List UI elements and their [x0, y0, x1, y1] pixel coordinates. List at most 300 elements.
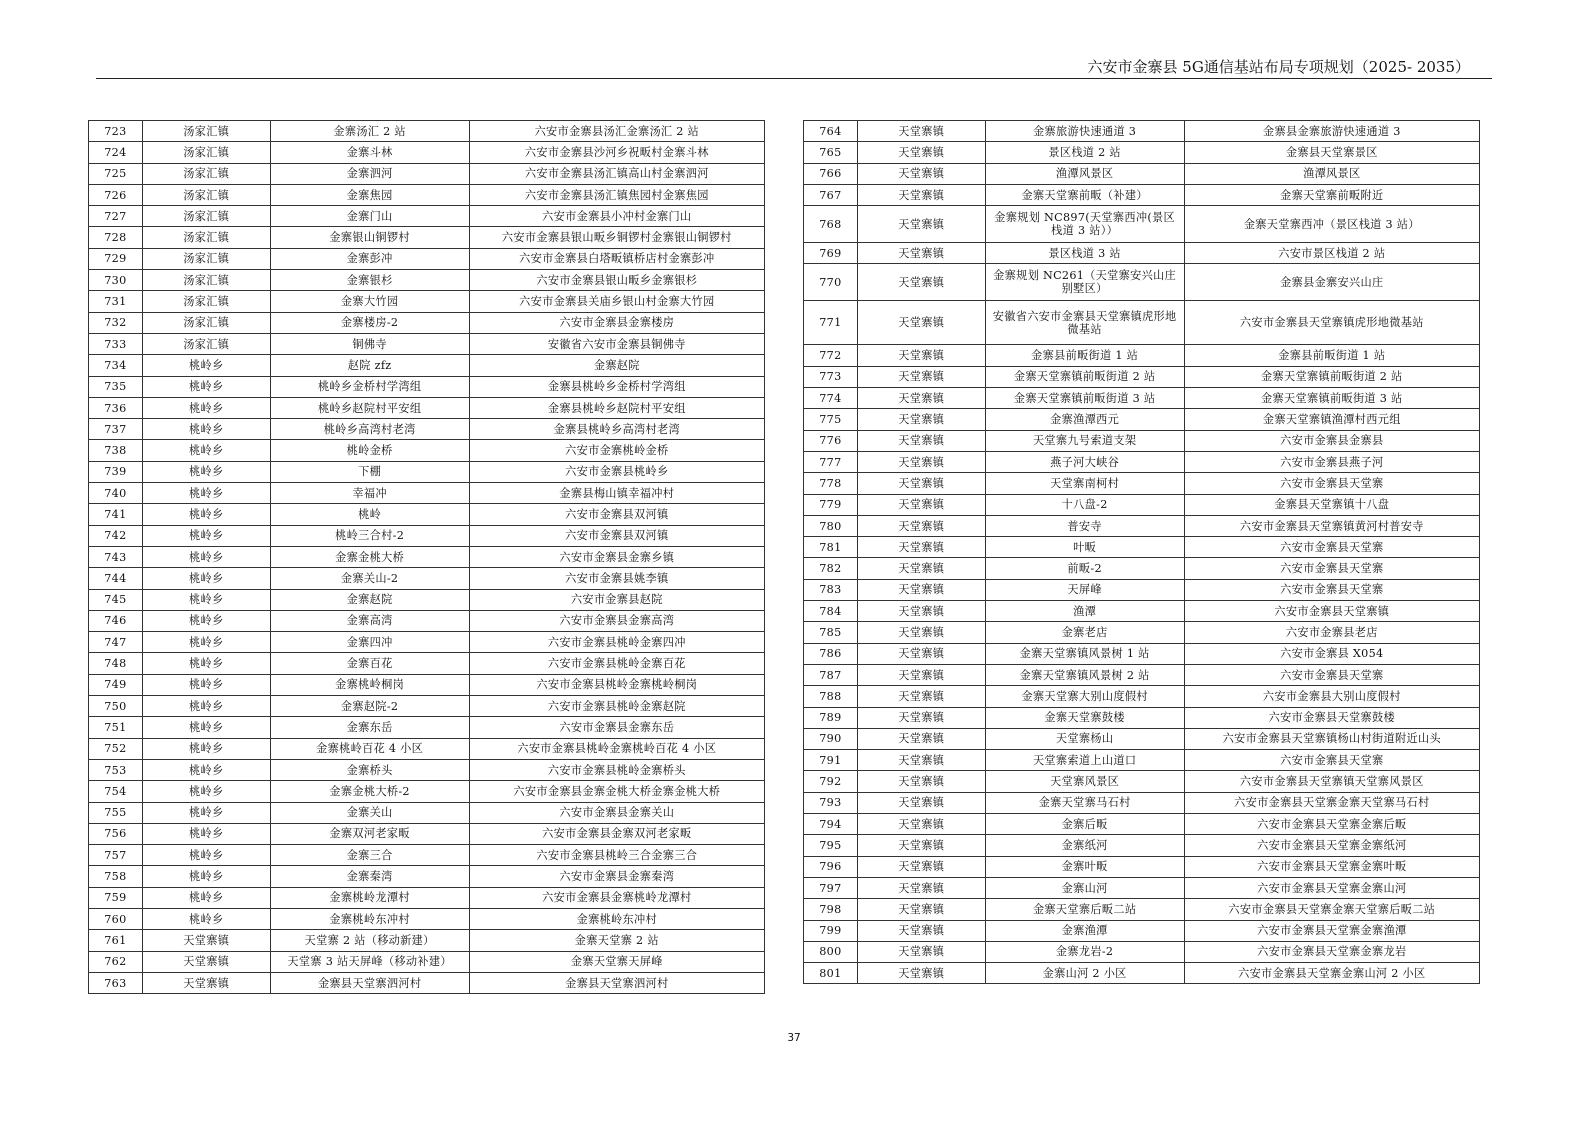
town-cell: 天堂寨镇	[857, 345, 985, 366]
town-cell: 天堂寨镇	[857, 601, 985, 622]
table-row	[804, 643, 1480, 664]
row-index: 771	[804, 301, 858, 345]
table-row	[804, 899, 1480, 920]
station-address-cell: 六安市金寨县桃岭金寨桃岭百花 4 小区	[469, 738, 764, 759]
station-name-cell: 金寨天堂寨前畈（补建）	[985, 184, 1184, 205]
station-name-cell: 金寨县天堂寨泗河村	[270, 972, 469, 993]
town-cell: 汤家汇镇	[142, 206, 270, 227]
station-address-cell: 六安市金寨县桃岭金寨桃岭桐岗	[469, 674, 764, 695]
town-cell: 桃岭乡	[142, 419, 270, 440]
station-address-cell: 六安市金寨县双河镇	[469, 525, 764, 546]
station-name-cell: 天堂寨南柯村	[985, 473, 1184, 494]
station-name-cell: 金寨东岳	[270, 717, 469, 738]
table-row	[804, 579, 1480, 600]
station-name-cell: 天堂寨 3 站天屏峰（移动补建）	[270, 951, 469, 972]
row-index: 779	[804, 494, 858, 515]
station-name-cell: 叶畈	[985, 537, 1184, 558]
row-index: 755	[89, 802, 143, 823]
town-cell: 天堂寨镇	[857, 409, 985, 430]
station-address-cell: 六安市金寨县天堂寨	[1184, 664, 1479, 685]
row-index: 793	[804, 792, 858, 813]
row-index: 738	[89, 440, 143, 461]
town-cell: 桃岭乡	[142, 589, 270, 610]
row-index: 742	[89, 525, 143, 546]
town-cell: 天堂寨镇	[857, 473, 985, 494]
row-index: 727	[89, 206, 143, 227]
row-index: 774	[804, 388, 858, 409]
station-name-cell: 金寨县前畈街道 1 站	[985, 345, 1184, 366]
station-address-cell: 金寨天堂寨西冲（景区栈道 3 站）	[1184, 206, 1479, 243]
table-row	[804, 856, 1480, 877]
town-cell: 天堂寨镇	[857, 750, 985, 771]
table-row	[804, 601, 1480, 622]
station-address-cell: 六安市金寨县天堂寨金寨天堂寨马石村	[1184, 792, 1479, 813]
row-index: 754	[89, 781, 143, 802]
station-name-cell: 金寨桥头	[270, 759, 469, 780]
table-row	[804, 707, 1480, 728]
station-name-cell: 金寨山河	[985, 877, 1184, 898]
town-cell: 天堂寨镇	[857, 494, 985, 515]
town-cell: 天堂寨镇	[857, 622, 985, 643]
table-row	[804, 920, 1480, 941]
row-index: 737	[89, 419, 143, 440]
table-row	[89, 632, 765, 653]
station-address-cell: 六安市金寨县 X054	[1184, 643, 1479, 664]
town-cell: 天堂寨镇	[857, 835, 985, 856]
station-name-cell: 金寨四冲	[270, 632, 469, 653]
town-cell: 天堂寨镇	[857, 163, 985, 184]
table-row	[89, 653, 765, 674]
table-row	[89, 908, 765, 929]
row-index: 799	[804, 920, 858, 941]
station-name-cell: 金寨叶畈	[985, 856, 1184, 877]
row-index: 783	[804, 579, 858, 600]
station-address-cell: 六安市金寨县金寨关山	[469, 802, 764, 823]
town-cell: 桃岭乡	[142, 717, 270, 738]
town-cell: 天堂寨镇	[857, 792, 985, 813]
table-row	[804, 301, 1480, 345]
row-index: 725	[89, 163, 143, 184]
row-index: 748	[89, 653, 143, 674]
station-name-cell: 金寨天堂寨镇风景树 2 站	[985, 664, 1184, 685]
row-index: 728	[89, 227, 143, 248]
station-name-cell: 金寨大竹园	[270, 291, 469, 312]
station-name-cell: 普安寺	[985, 515, 1184, 536]
town-cell: 天堂寨镇	[857, 771, 985, 792]
town-cell: 天堂寨镇	[857, 184, 985, 205]
station-name-cell: 金寨天堂寨后畈二站	[985, 899, 1184, 920]
row-index: 764	[804, 121, 858, 142]
town-cell: 桃岭乡	[142, 866, 270, 887]
station-name-cell: 金寨规划 NC897(天堂寨西冲(景区栈道 3 站））	[985, 206, 1184, 243]
table-row	[89, 845, 765, 866]
table-row	[804, 430, 1480, 451]
table-row	[804, 243, 1480, 264]
station-name-cell: 金寨规划 NC261（天堂寨安兴山庄别墅区）	[985, 264, 1184, 301]
station-name-cell: 金寨桃岭龙潭村	[270, 887, 469, 908]
station-address-cell: 六安市金寨县大别山度假村	[1184, 686, 1479, 707]
town-cell: 桃岭乡	[142, 525, 270, 546]
station-address-cell: 金寨县梅山镇幸福冲村	[469, 483, 764, 504]
row-index: 746	[89, 610, 143, 631]
station-name-cell: 下棚	[270, 461, 469, 482]
station-address-cell: 六安市金寨县汤汇镇焦园村金寨焦园	[469, 184, 764, 205]
row-index: 729	[89, 248, 143, 269]
station-address-cell: 六安市金寨县金寨双河老家畈	[469, 823, 764, 844]
table-row	[89, 887, 765, 908]
table-row	[89, 525, 765, 546]
table-row	[804, 792, 1480, 813]
station-name-cell: 天堂寨杨山	[985, 728, 1184, 749]
table-row	[89, 696, 765, 717]
town-cell: 天堂寨镇	[142, 951, 270, 972]
town-cell: 天堂寨镇	[857, 664, 985, 685]
row-index: 747	[89, 632, 143, 653]
station-address-cell: 金寨天堂寨前畈附近	[1184, 184, 1479, 205]
station-name-cell: 金寨老店	[985, 622, 1184, 643]
town-cell: 桃岭乡	[142, 397, 270, 418]
table-row	[89, 546, 765, 567]
table-row	[804, 494, 1480, 515]
left-station-table	[88, 120, 765, 994]
table-row	[89, 206, 765, 227]
row-index: 744	[89, 568, 143, 589]
table-row	[89, 823, 765, 844]
station-name-cell: 桃岭	[270, 504, 469, 525]
station-name-cell: 金寨关山-2	[270, 568, 469, 589]
station-address-cell: 六安市金寨县天堂寨	[1184, 558, 1479, 579]
station-address-cell: 金寨县金寨旅游快速通道 3	[1184, 121, 1479, 142]
station-name-cell: 金寨泗河	[270, 163, 469, 184]
station-address-cell: 金寨桃岭东冲村	[469, 908, 764, 929]
row-index: 760	[89, 908, 143, 929]
table-row	[804, 451, 1480, 472]
station-address-cell: 六安市金寨县双河镇	[469, 504, 764, 525]
town-cell: 桃岭乡	[142, 823, 270, 844]
town-cell: 天堂寨镇	[857, 121, 985, 142]
row-index: 770	[804, 264, 858, 301]
row-index: 794	[804, 814, 858, 835]
town-cell: 天堂寨镇	[857, 814, 985, 835]
town-cell: 天堂寨镇	[857, 856, 985, 877]
station-name-cell: 景区栈道 2 站	[985, 142, 1184, 163]
right-station-table	[803, 120, 1480, 984]
station-name-cell: 金寨桃岭百花 4 小区	[270, 738, 469, 759]
station-name-cell: 金寨山河 2 小区	[985, 963, 1184, 984]
station-address-cell: 六安市金寨县桃岭金寨百花	[469, 653, 764, 674]
table-row	[804, 537, 1480, 558]
row-index: 749	[89, 674, 143, 695]
station-address-cell: 六安市景区栈道 2 站	[1184, 243, 1479, 264]
table-row	[89, 951, 765, 972]
station-address-cell: 六安市金寨县天堂寨镇	[1184, 601, 1479, 622]
station-address-cell: 六安市金寨县天堂寨金寨纸河	[1184, 835, 1479, 856]
station-address-cell: 六安市金寨县银山畈乡铜锣村金寨银山铜锣村	[469, 227, 764, 248]
table-row	[804, 142, 1480, 163]
table-row	[804, 558, 1480, 579]
town-cell: 天堂寨镇	[142, 930, 270, 951]
station-name-cell: 天堂寨 2 站（移动新建）	[270, 930, 469, 951]
town-cell: 天堂寨镇	[857, 877, 985, 898]
table-row	[804, 622, 1480, 643]
table-row	[804, 206, 1480, 243]
row-index: 782	[804, 558, 858, 579]
row-index: 787	[804, 664, 858, 685]
town-cell: 汤家汇镇	[142, 121, 270, 142]
table-row	[804, 814, 1480, 835]
town-cell: 桃岭乡	[142, 802, 270, 823]
row-index: 750	[89, 696, 143, 717]
town-cell: 桃岭乡	[142, 653, 270, 674]
town-cell: 天堂寨镇	[857, 366, 985, 387]
station-address-cell: 六安市金寨县桃岭乡	[469, 461, 764, 482]
station-name-cell: 金寨银山铜锣村	[270, 227, 469, 248]
town-cell: 桃岭乡	[142, 610, 270, 631]
station-address-cell: 六安市金寨县沙河乡祝畈村金寨斗林	[469, 142, 764, 163]
row-index: 741	[89, 504, 143, 525]
row-index: 745	[89, 589, 143, 610]
town-cell: 桃岭乡	[142, 781, 270, 802]
table-row	[804, 264, 1480, 301]
station-name-cell: 金寨金桃大桥-2	[270, 781, 469, 802]
station-name-cell: 燕子河大峡谷	[985, 451, 1184, 472]
town-cell: 天堂寨镇	[857, 301, 985, 345]
station-address-cell: 六安市金寨县小冲村金寨门山	[469, 206, 764, 227]
row-index: 752	[89, 738, 143, 759]
row-index: 792	[804, 771, 858, 792]
row-index: 766	[804, 163, 858, 184]
row-index: 785	[804, 622, 858, 643]
station-address-cell: 六安市金寨县天堂寨	[1184, 537, 1479, 558]
row-index: 758	[89, 866, 143, 887]
station-address-cell: 六安市金寨县桃岭金寨桥头	[469, 759, 764, 780]
station-name-cell: 桃岭金桥	[270, 440, 469, 461]
station-name-cell: 金寨三合	[270, 845, 469, 866]
station-address-cell: 金寨天堂寨镇渔潭村西元组	[1184, 409, 1479, 430]
town-cell: 天堂寨镇	[857, 206, 985, 243]
station-name-cell: 金寨天堂寨鼓楼	[985, 707, 1184, 728]
row-index: 781	[804, 537, 858, 558]
station-address-cell: 金寨天堂寨天屏峰	[469, 951, 764, 972]
row-index: 788	[804, 686, 858, 707]
row-index: 732	[89, 312, 143, 333]
town-cell: 桃岭乡	[142, 440, 270, 461]
station-name-cell: 金寨银杉	[270, 270, 469, 291]
station-address-cell: 金寨县金寨安兴山庄	[1184, 264, 1479, 301]
station-address-cell: 金寨县桃岭乡赵院村平安组	[469, 397, 764, 418]
table-row	[89, 121, 765, 142]
row-index: 767	[804, 184, 858, 205]
station-name-cell: 铜佛寺	[270, 333, 469, 354]
station-address-cell: 六安市金寨县天堂寨镇虎形地微基站	[1184, 301, 1479, 345]
station-address-cell: 六安市金寨县天堂寨金寨渔潭	[1184, 920, 1479, 941]
row-index: 776	[804, 430, 858, 451]
station-name-cell: 天堂寨风景区	[985, 771, 1184, 792]
town-cell: 汤家汇镇	[142, 312, 270, 333]
station-address-cell: 金寨天堂寨镇前畈街道 2 站	[1184, 366, 1479, 387]
station-name-cell: 金寨天堂寨马石村	[985, 792, 1184, 813]
table-row	[89, 291, 765, 312]
row-index: 786	[804, 643, 858, 664]
station-address-cell: 金寨天堂寨 2 站	[469, 930, 764, 951]
station-address-cell: 六安市金寨县桃岭金寨赵院	[469, 696, 764, 717]
station-address-cell: 金寨县前畈街道 1 站	[1184, 345, 1479, 366]
row-index: 761	[89, 930, 143, 951]
station-address-cell: 六安市金寨县天堂寨鼓楼	[1184, 707, 1479, 728]
row-index: 784	[804, 601, 858, 622]
town-cell: 天堂寨镇	[857, 515, 985, 536]
row-index: 735	[89, 376, 143, 397]
station-address-cell: 六安市金寨县桃岭三合金寨三合	[469, 845, 764, 866]
station-address-cell: 六安市金寨县天堂寨镇黄河村普安寺	[1184, 515, 1479, 536]
station-address-cell: 金寨县天堂寨镇十八盘	[1184, 494, 1479, 515]
table-row	[89, 142, 765, 163]
table-row	[804, 664, 1480, 685]
row-index: 780	[804, 515, 858, 536]
row-index: 768	[804, 206, 858, 243]
table-row	[89, 184, 765, 205]
station-name-cell: 金寨关山	[270, 802, 469, 823]
station-address-cell: 金寨县天堂寨景区	[1184, 142, 1479, 163]
station-address-cell: 六安市金寨县天堂寨金寨山河 2 小区	[1184, 963, 1479, 984]
table-row	[804, 163, 1480, 184]
station-name-cell: 金寨旅游快速通道 3	[985, 121, 1184, 142]
row-index: 795	[804, 835, 858, 856]
station-address-cell: 六安市金寨县金寨高湾	[469, 610, 764, 631]
town-cell: 天堂寨镇	[857, 243, 985, 264]
town-cell: 天堂寨镇	[857, 264, 985, 301]
station-name-cell: 金寨彭冲	[270, 248, 469, 269]
station-name-cell: 金寨龙岩-2	[985, 941, 1184, 962]
table-row	[89, 610, 765, 631]
station-name-cell: 金寨秦湾	[270, 866, 469, 887]
row-index: 736	[89, 397, 143, 418]
station-name-cell: 桃岭乡高湾村老湾	[270, 419, 469, 440]
station-name-cell: 前畈-2	[985, 558, 1184, 579]
row-index: 740	[89, 483, 143, 504]
town-cell: 汤家汇镇	[142, 163, 270, 184]
station-address-cell: 六安市金寨县金寨桃岭龙潭村	[469, 887, 764, 908]
town-cell: 天堂寨镇	[142, 972, 270, 993]
station-address-cell: 六安市金寨县天堂寨金寨后畈	[1184, 814, 1479, 835]
row-index: 765	[804, 142, 858, 163]
station-address-cell: 六安市金寨县天堂寨	[1184, 473, 1479, 494]
station-name-cell: 金寨渔潭西元	[985, 409, 1184, 430]
table-row	[804, 515, 1480, 536]
town-cell: 天堂寨镇	[857, 707, 985, 728]
table-row	[804, 473, 1480, 494]
town-cell: 桃岭乡	[142, 759, 270, 780]
station-name-cell: 天堂寨九号索道支架	[985, 430, 1184, 451]
town-cell: 桃岭乡	[142, 355, 270, 376]
row-index: 751	[89, 717, 143, 738]
row-index: 753	[89, 759, 143, 780]
station-address-cell: 六安市金寨县金寨金桃大桥金寨金桃大桥	[469, 781, 764, 802]
station-name-cell: 渔潭	[985, 601, 1184, 622]
table-row	[804, 345, 1480, 366]
table-row	[89, 270, 765, 291]
station-name-cell: 金寨赵院-2	[270, 696, 469, 717]
table-row	[89, 589, 765, 610]
table-row	[804, 941, 1480, 962]
station-name-cell: 桃岭乡金桥村学湾组	[270, 376, 469, 397]
station-address-cell: 六安市金寨桃岭金桥	[469, 440, 764, 461]
table-row	[804, 728, 1480, 749]
town-cell: 天堂寨镇	[857, 899, 985, 920]
row-index: 778	[804, 473, 858, 494]
town-cell: 天堂寨镇	[857, 388, 985, 409]
row-index: 731	[89, 291, 143, 312]
row-index: 769	[804, 243, 858, 264]
row-index: 789	[804, 707, 858, 728]
town-cell: 桃岭乡	[142, 908, 270, 929]
station-address-cell: 六安市金寨县金寨楼房	[469, 312, 764, 333]
station-address-cell: 六安市金寨县天堂寨镇杨山村街道附近山头	[1184, 728, 1479, 749]
station-name-cell: 赵院 zfz	[270, 355, 469, 376]
row-index: 772	[804, 345, 858, 366]
station-address-cell: 六安市金寨县老店	[1184, 622, 1479, 643]
station-name-cell: 金寨纸河	[985, 835, 1184, 856]
station-address-cell: 金寨县桃岭乡金桥村学湾组	[469, 376, 764, 397]
station-name-cell: 金寨天堂寨大别山度假村	[985, 686, 1184, 707]
table-row	[89, 568, 765, 589]
row-index: 800	[804, 941, 858, 962]
station-address-cell: 金寨赵院	[469, 355, 764, 376]
station-address-cell: 六安市金寨县关庙乡银山村金寨大竹园	[469, 291, 764, 312]
table-row	[804, 121, 1480, 142]
row-index: 724	[89, 142, 143, 163]
town-cell: 桃岭乡	[142, 546, 270, 567]
town-cell: 汤家汇镇	[142, 291, 270, 312]
station-name-cell: 幸福冲	[270, 483, 469, 504]
station-address-cell: 六安市金寨县天堂寨金寨龙岩	[1184, 941, 1479, 962]
station-address-cell: 金寨县桃岭乡高湾村老湾	[469, 419, 764, 440]
station-address-cell: 六安市金寨县天堂寨	[1184, 750, 1479, 771]
town-cell: 桃岭乡	[142, 568, 270, 589]
table-row	[89, 738, 765, 759]
table-row	[89, 759, 765, 780]
station-address-cell: 六安市金寨县汤汇镇高山村金寨泗河	[469, 163, 764, 184]
table-row	[89, 972, 765, 993]
station-address-cell: 六安市金寨县姚李镇	[469, 568, 764, 589]
station-name-cell: 金寨汤汇 2 站	[270, 121, 469, 142]
station-name-cell: 金寨高湾	[270, 610, 469, 631]
station-address-cell: 六安市金寨县桃岭金寨四冲	[469, 632, 764, 653]
town-cell: 桃岭乡	[142, 845, 270, 866]
station-name-cell: 金寨金桃大桥	[270, 546, 469, 567]
table-row	[804, 877, 1480, 898]
row-index: 759	[89, 887, 143, 908]
table-row	[89, 802, 765, 823]
table-row	[89, 333, 765, 354]
row-index: 726	[89, 184, 143, 205]
town-cell: 天堂寨镇	[857, 537, 985, 558]
town-cell: 桃岭乡	[142, 738, 270, 759]
town-cell: 汤家汇镇	[142, 142, 270, 163]
table-row	[89, 504, 765, 525]
station-address-cell: 六安市金寨县天堂寨金寨叶畈	[1184, 856, 1479, 877]
station-name-cell: 金寨双河老家畈	[270, 823, 469, 844]
town-cell: 天堂寨镇	[857, 643, 985, 664]
station-name-cell: 桃岭三合村-2	[270, 525, 469, 546]
row-index: 743	[89, 546, 143, 567]
table-row	[89, 674, 765, 695]
table-row	[89, 866, 765, 887]
table-row	[804, 409, 1480, 430]
row-index: 739	[89, 461, 143, 482]
town-cell: 天堂寨镇	[857, 920, 985, 941]
town-cell: 汤家汇镇	[142, 227, 270, 248]
